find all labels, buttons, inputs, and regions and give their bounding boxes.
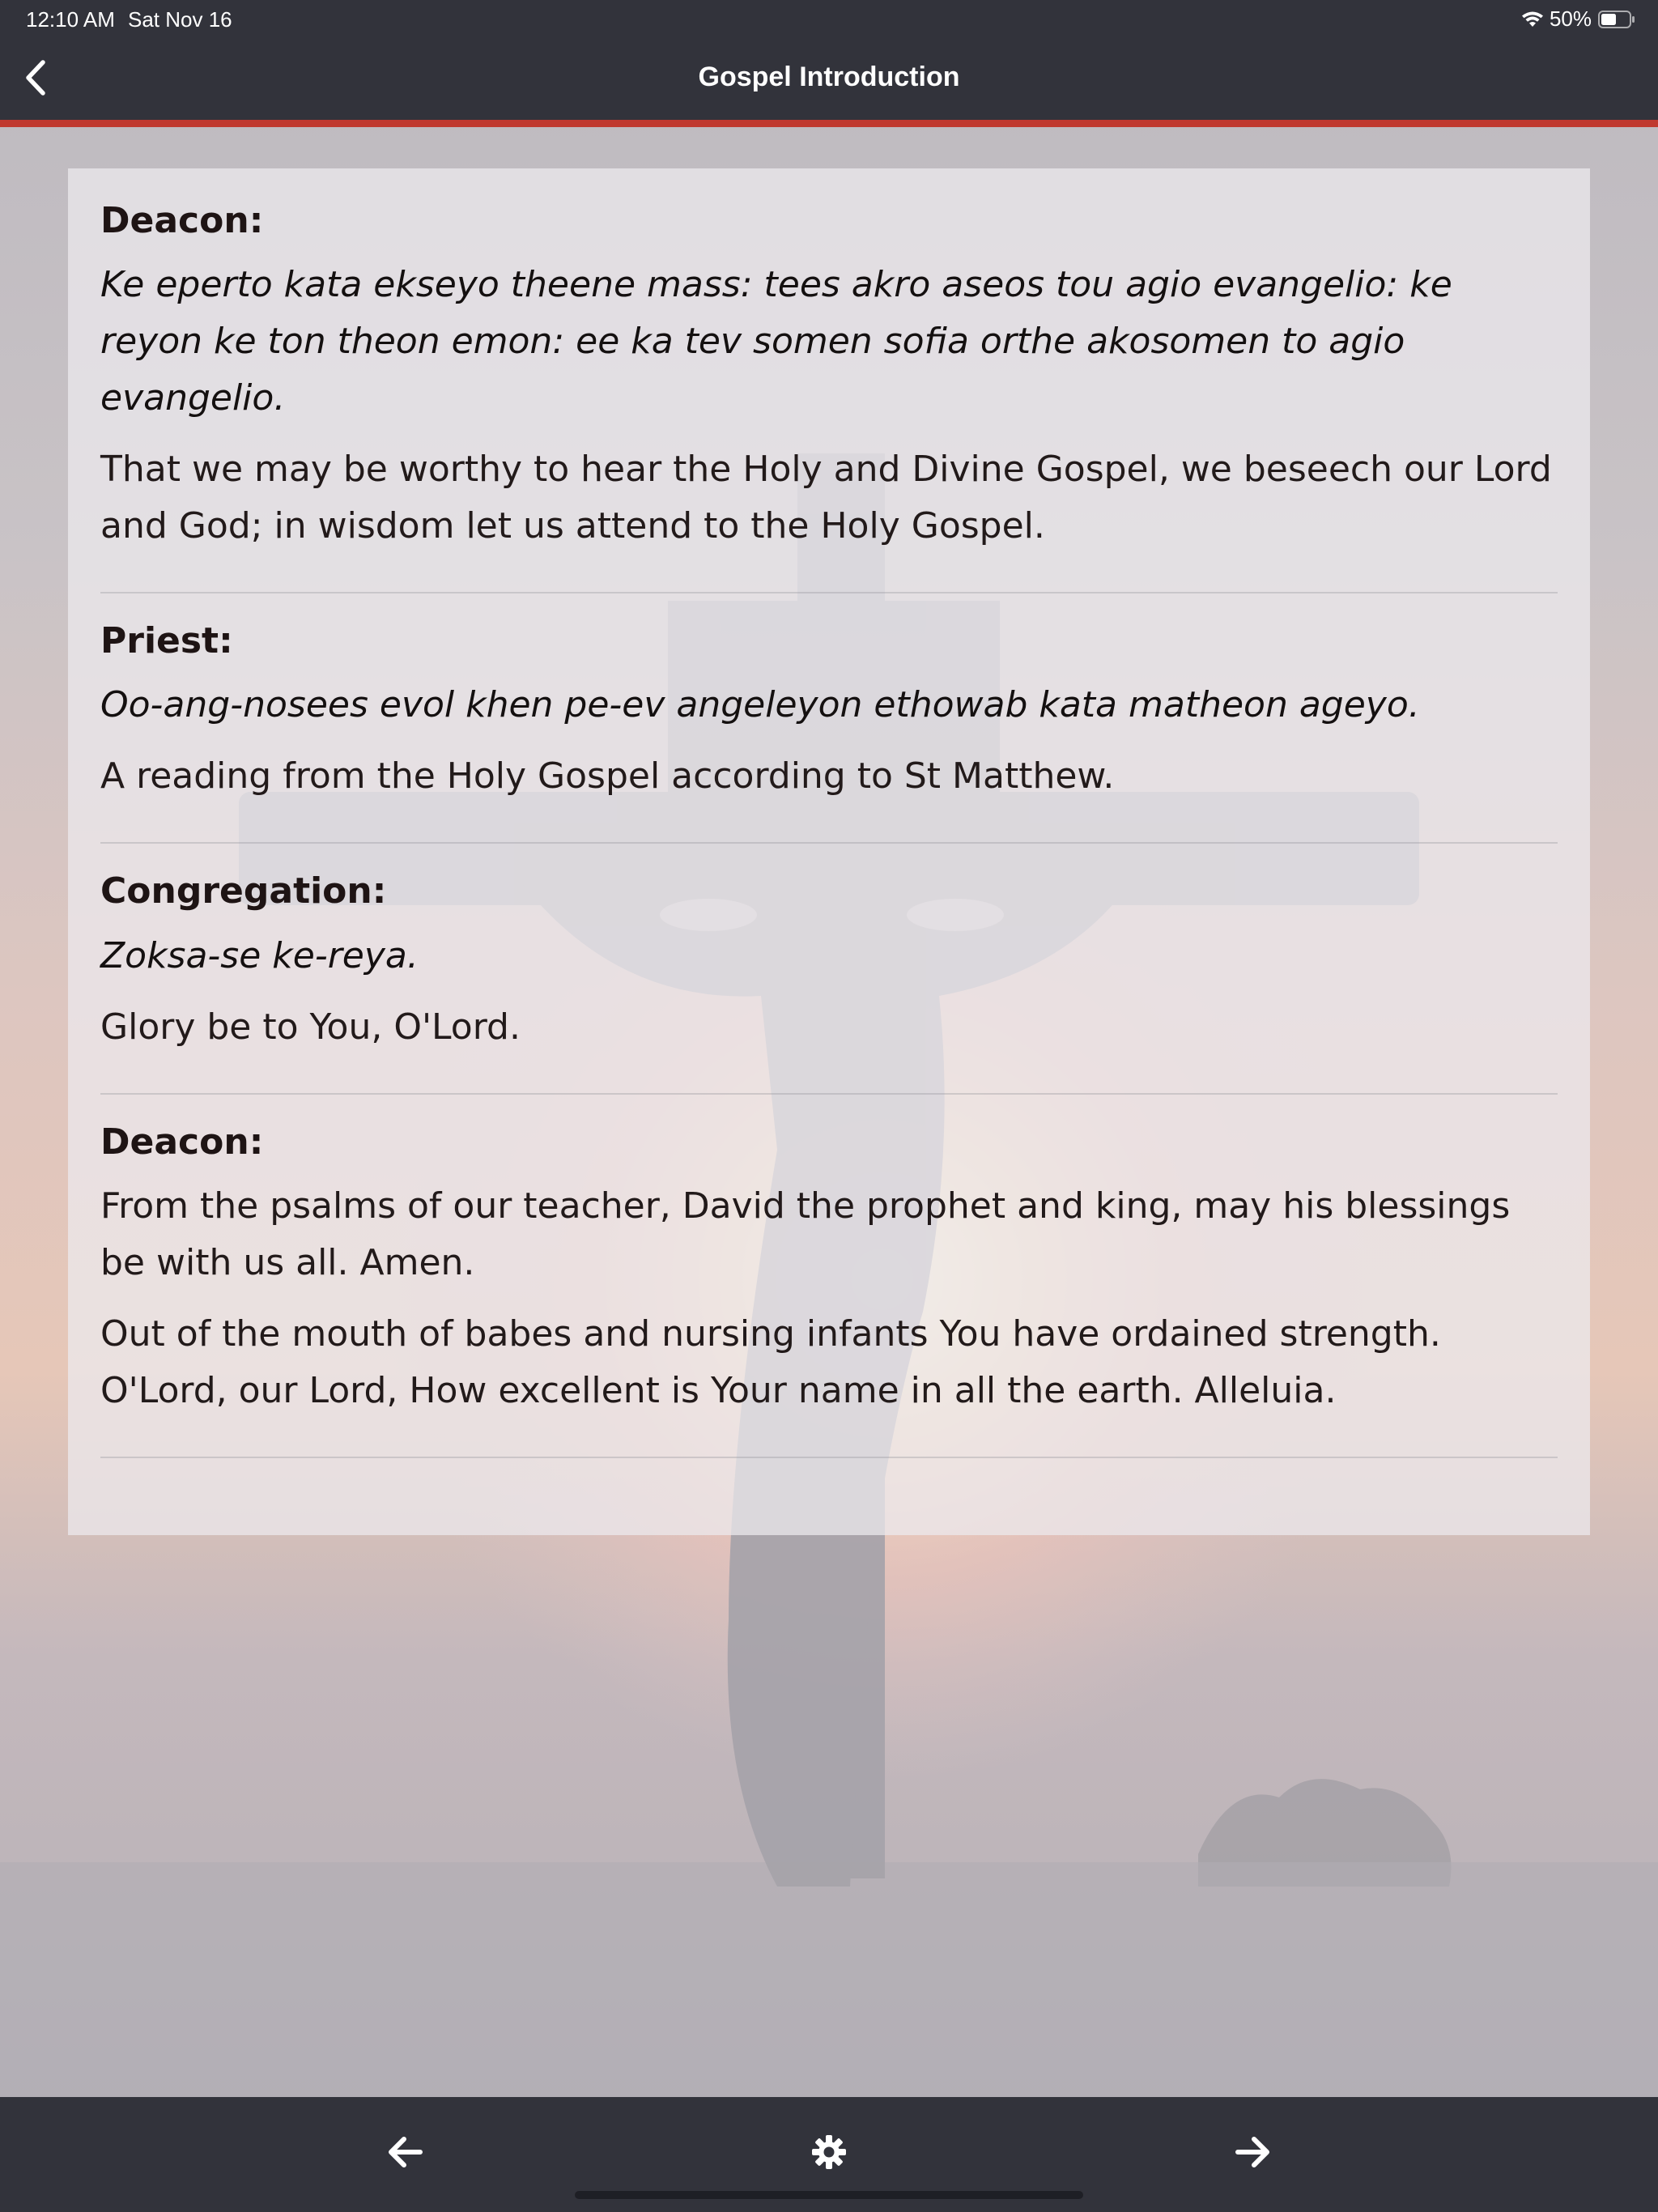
translation-text: That we may be worthy to hear the Holy and Divine Gospel, we beseech our Lord and God; in wisdom let us attend to the Holy Gospel. <box>100 449 1552 547</box>
translation-text: Out of the mouth of babes and nursing infants You have ordained strength. O'Lord, our Lord, How excellent is Your name in all the earth. Alleluia. <box>100 1312 1441 1411</box>
speaker-label: Priest: <box>100 620 233 662</box>
home-indicator <box>575 2191 1083 2199</box>
status-time: 12:10 AM <box>26 7 115 32</box>
battery-icon <box>1598 11 1635 28</box>
battery-percentage: 50% <box>1549 6 1592 31</box>
liturgy-section-congregation <box>100 868 1558 1094</box>
liturgy-section-deacon-1 <box>100 198 1558 593</box>
transliteration-text: Ke eperto kata ekseyo theene mass: tees akro aseos tou agio evangelio: ke reyon ke ton theon emon: ee ka tev somen sofia orthe akosomen to agio evangelio. <box>100 264 1452 419</box>
translation-text: Glory be to You, O'Lord. <box>100 1006 521 1048</box>
status-indicators <box>1520 6 1635 32</box>
settings-button[interactable] <box>797 2121 861 2186</box>
navigation-bar <box>0 39 1658 120</box>
transliteration-text: Oo-ang-nosees evol khen pe-ev angeleyon ethowab kata matheon ageyo. <box>100 684 1420 726</box>
wifi-icon <box>1520 11 1545 28</box>
arrow-right-icon <box>1235 2136 1272 2172</box>
header-accent-line <box>0 120 1658 127</box>
translation-text: From the psalms of our teacher, David the prophet and king, may his blessings be with us all. Amen. <box>100 1185 1511 1283</box>
gear-icon <box>811 2134 847 2173</box>
next-page-button[interactable] <box>1221 2121 1286 2186</box>
page-title: Gospel Introduction <box>698 62 960 92</box>
liturgy-content-card <box>68 168 1590 1535</box>
liturgy-section-deacon-2 <box>100 1119 1558 1458</box>
previous-page-button[interactable] <box>372 2121 437 2186</box>
arrow-left-icon <box>386 2136 423 2172</box>
status-bar <box>0 0 1658 39</box>
status-date: Sat Nov 16 <box>128 7 232 32</box>
speaker-label: Deacon: <box>100 1121 264 1163</box>
translation-text: A reading from the Holy Gospel according to St Matthew. <box>100 755 1115 798</box>
speaker-label: Deacon: <box>100 200 264 241</box>
liturgy-section-priest <box>100 618 1558 844</box>
speaker-label: Congregation: <box>100 870 387 912</box>
transliteration-text: Zoksa-se ke-reya. <box>100 934 419 976</box>
